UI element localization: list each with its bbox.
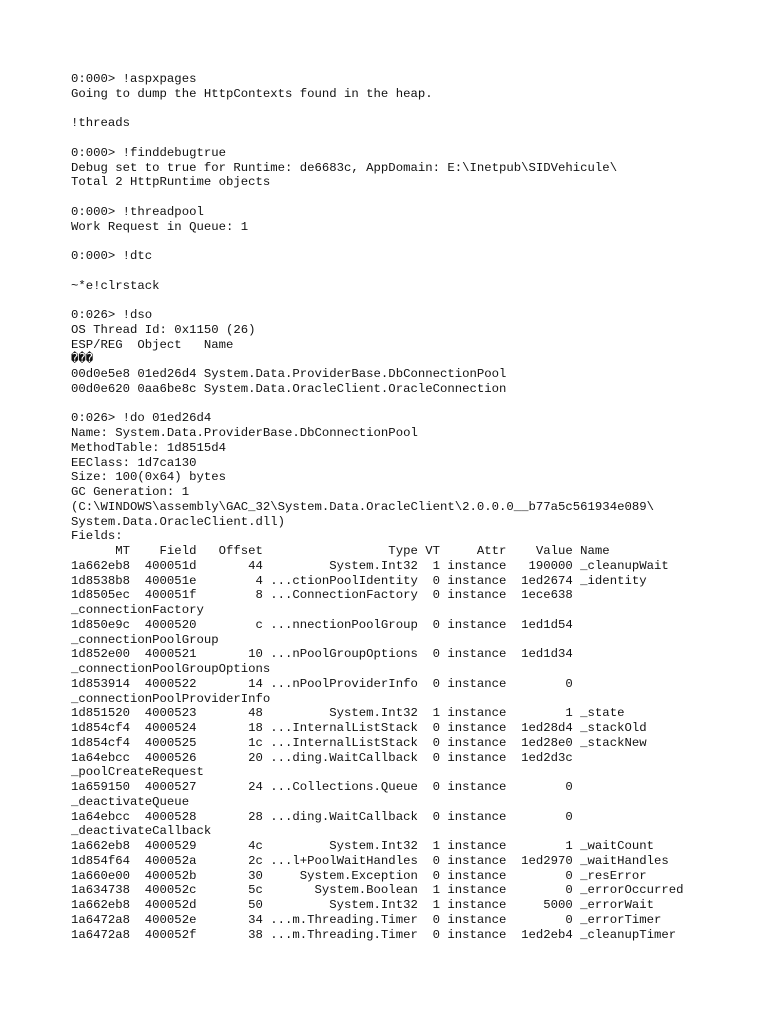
document-line: 1a662eb8 4000529 4c System.Int32 1 instance 1 _waitCount <box>71 839 654 853</box>
document-line: 1d852e00 4000521 10 ...nPoolGroupOptions 0 instance 1ed1d34 <box>71 647 573 662</box>
document-line: 1d853914 4000522 14 ...nPoolProviderInfo 0 instance 0 <box>71 676 573 691</box>
document-line: ��� <box>71 352 94 367</box>
document-line: (C:\WINDOWS\assembly\GAC_32\System.Data.OracleClient\2.0.0.0__b77a5c561934e089\ <box>71 499 654 514</box>
document-line: Debug set to true for Runtime: de6683c, AppDomain: E:\Inetpub\SIDVehicule\ <box>71 160 618 175</box>
document-line: Going to dump the HttpContexts found in the heap. <box>71 86 433 101</box>
document-line: 1a662eb8 400052d 50 System.Int32 1 instance 5000 _errorWait <box>71 898 654 912</box>
document-line <box>71 293 761 308</box>
document-line: 0:000> !threadpool <box>71 204 204 219</box>
document-line: _connectionFactory <box>71 603 204 617</box>
document-line: 1d854f64 400052a 2c ...l+PoolWaitHandles 0 instance 1ed2970 _waitHandles <box>71 853 669 868</box>
document-line: 00d0e620 0aa6be8c System.Data.OracleClient.OracleConnection <box>71 381 507 396</box>
document-line: 1a6472a8 400052f 38 ...m.Threading.Timer 0 instance 1ed2eb4 _cleanupTimer <box>71 927 677 942</box>
document-line: 0:026> !do 01ed26d4 <box>71 411 212 426</box>
document-line: MT Field Offset Type VT Attr Value Name <box>71 544 610 558</box>
document-line <box>71 131 761 146</box>
document-line: 1a660e00 400052b 30 System.Exception 0 instance 0 _resError <box>71 868 647 883</box>
document-line: Fields: <box>71 529 123 544</box>
document-line: 1a64ebcc 4000528 28 ...ding.WaitCallback 0 instance 0 <box>71 809 573 824</box>
debugger-output-text <box>71 72 761 942</box>
document-line: EEClass: 1d7ca130 <box>71 455 197 470</box>
document-line: 1a659150 4000527 24 ...Collections.Queue 0 instance 0 <box>71 780 573 794</box>
document-line: 0:000> !finddebugtrue <box>71 145 226 160</box>
document-line: 1a64ebcc 4000526 20 ...ding.WaitCallback 0 instance 1ed2d3c <box>71 750 573 765</box>
document-line: Total 2 HttpRuntime objects <box>71 175 271 190</box>
document-line <box>71 102 761 117</box>
document-line: 1d851520 4000523 48 System.Int32 1 instance 1 _state <box>71 706 625 721</box>
document-line: ~*e!clrstack <box>71 278 160 293</box>
document-line: !threads <box>71 116 131 131</box>
document-line <box>71 397 761 412</box>
document-line: Name: System.Data.ProviderBase.DbConnectionPool <box>71 426 418 440</box>
document-line: _poolCreateRequest <box>71 765 204 780</box>
document-line: OS Thread Id: 0x1150 (26) <box>71 322 256 337</box>
document-line: 1d8538b8 400051e 4 ...ctionPoolIdentity 0 instance 1ed2674 _identity <box>71 573 647 588</box>
document-line: 1d854cf4 4000525 1c ...InternalListStack 0 instance 1ed28e0 _stackNew <box>71 735 647 750</box>
document-line: 00d0e5e8 01ed26d4 System.Data.ProviderBase.DbConnectionPool <box>71 367 507 381</box>
document-line: 1a6472a8 400052e 34 ...m.Threading.Timer 0 instance 0 _errorTimer <box>71 912 662 927</box>
document-line: System.Data.OracleClient.dll) <box>71 514 286 529</box>
document-line: _connectionPoolGroupOptions <box>71 662 271 676</box>
document-line: _deactivateCallback <box>71 824 212 839</box>
document-line: MethodTable: 1d8515d4 <box>71 440 226 455</box>
document-line: 1a634738 400052c 5c System.Boolean 1 instance 0 _errorOccurred <box>71 883 684 898</box>
document-line: Size: 100(0x64) bytes <box>71 470 226 485</box>
document-line: 1d854cf4 4000524 18 ...InternalListStack 0 instance 1ed28d4 _stackOld <box>71 721 647 735</box>
document-line: 0:026> !dso <box>71 308 153 322</box>
document-line: _connectionPoolGroup <box>71 632 219 647</box>
document-line <box>71 190 761 205</box>
document-line: 1d8505ec 400051f 8 ...ConnectionFactory 0 instance 1ece638 <box>71 588 573 603</box>
document-line: 1d850e9c 4000520 c ...nnectionPoolGroup 0 instance 1ed1d54 <box>71 617 573 632</box>
document-line: _connectionPoolProviderInfo <box>71 691 271 706</box>
document-line: Work Request in Queue: 1 <box>71 219 249 234</box>
document-line <box>71 264 761 279</box>
document-line: ESP/REG Object Name <box>71 337 234 352</box>
document-line: GC Generation: 1 <box>71 485 190 499</box>
document-line: _deactivateQueue <box>71 794 190 809</box>
document-line: 1a662eb8 400051d 44 System.Int32 1 instance 190000 _cleanupWait <box>71 558 669 573</box>
document-line: 0:000> !dtc <box>71 249 153 263</box>
document-line: 0:000> !aspxpages <box>71 72 197 86</box>
document-line <box>71 234 761 249</box>
